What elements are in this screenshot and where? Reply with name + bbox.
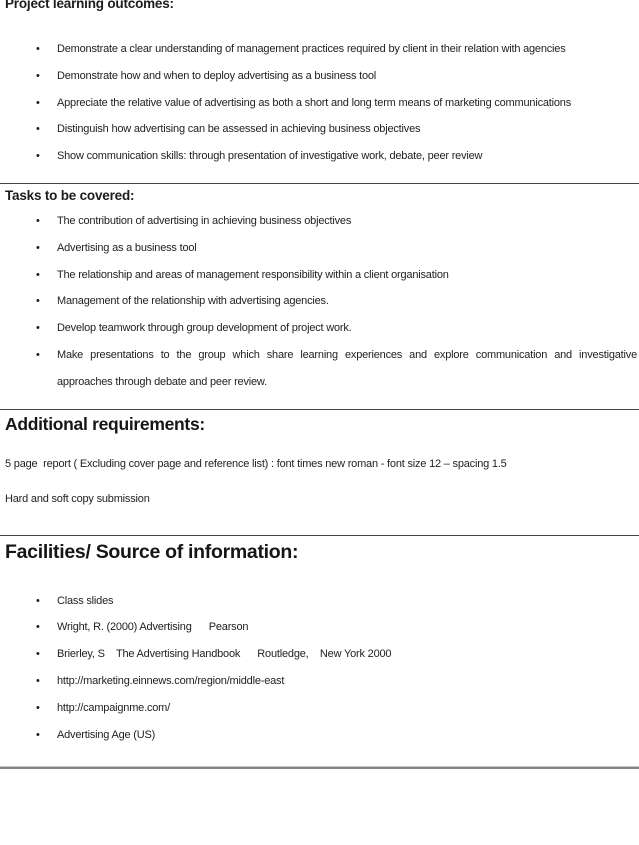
bullet-icon: •	[36, 214, 40, 227]
bullet-text: Appreciate the relative value of advertising as both a short and long term means of marketing communications	[57, 96, 572, 109]
list-item	[5, 641, 637, 668]
bullet-icon: •	[36, 348, 40, 361]
bullet-text: Demonstrate how and when to deploy advertising as a business tool	[57, 69, 377, 82]
reference-text: Brierley, S The Advertising Handbook Routledge, New York 2000	[57, 648, 392, 661]
bullet-text: Distinguish how advertising can be assessed in achieving business objectives	[57, 123, 421, 136]
section-divider	[0, 409, 639, 410]
bullet-list	[5, 208, 637, 396]
list-item	[5, 668, 637, 695]
url-text: http://marketing.einnews.com/region/middle-east	[57, 674, 285, 687]
section-divider	[0, 183, 639, 184]
bullet-icon: •	[36, 728, 40, 741]
bullet-icon: •	[36, 594, 40, 607]
bullet-icon: •	[36, 268, 40, 281]
bullet-icon: •	[36, 150, 40, 163]
list-item	[5, 143, 637, 170]
list-item	[5, 342, 637, 396]
bullet-text: Develop teamwork through group development of project work.	[57, 322, 352, 335]
bullet-text: Demonstrate a clear understanding of management practices required by client in their relation with agencies	[57, 43, 566, 55]
bullet-text: Advertising as a business tool	[57, 241, 197, 254]
section-heading: Additional requirements:	[5, 413, 205, 434]
section-heading: Facilities/ Source of information:	[5, 540, 299, 563]
list-item	[5, 695, 637, 722]
list-item	[5, 262, 637, 289]
bullet-icon: •	[36, 69, 40, 82]
bullet-list	[5, 36, 637, 170]
list-item	[5, 208, 637, 235]
bullet-icon: •	[36, 295, 40, 308]
bullet-icon: •	[36, 674, 40, 687]
bullet-text: The relationship and areas of management responsibility within a client organisation	[57, 268, 449, 281]
section-additional-requirements	[0, 413, 639, 507]
list-item	[5, 235, 637, 262]
bullet-icon: •	[36, 322, 40, 335]
paragraph: Hard and soft copy submission	[5, 492, 150, 505]
list-item	[5, 90, 637, 117]
list-item	[5, 288, 637, 315]
bullet-text: Show communication skills: through presentation of investigative work, debate, peer review	[57, 150, 483, 163]
bullet-text: Advertising Age (US)	[57, 728, 156, 741]
bullet-icon: •	[36, 621, 40, 634]
bullet-text: Management of the relationship with advertising agencies.	[57, 295, 329, 308]
reference-text: Wright, R. (2000) Advertising Pearson	[57, 621, 249, 634]
page-bottom-divider	[0, 766, 639, 769]
bullet-icon: •	[36, 241, 40, 254]
divider-shadow	[0, 767, 639, 769]
section-divider	[0, 535, 639, 536]
list-item	[5, 36, 637, 63]
bullet-icon: •	[36, 648, 40, 661]
section-learning-outcomes	[0, 0, 639, 170]
list-item	[5, 315, 637, 342]
list-item	[5, 588, 637, 615]
bullet-icon: •	[36, 43, 40, 55]
bullet-icon: •	[36, 701, 40, 714]
list-item	[5, 63, 637, 90]
section-tasks	[0, 187, 639, 396]
bullet-list	[5, 588, 637, 749]
bullet-text: The contribution of advertising in achieving business objectives	[57, 214, 352, 227]
bullet-icon: •	[36, 96, 40, 109]
section-heading: Tasks to be covered:	[5, 187, 135, 203]
section-heading: Project learning outcomes:	[5, 0, 174, 11]
list-item	[5, 614, 637, 641]
list-item	[5, 722, 637, 749]
list-item	[5, 116, 637, 143]
section-facilities	[0, 539, 639, 749]
bullet-text: Class slides	[57, 594, 114, 607]
bullet-icon: •	[36, 123, 40, 136]
paragraph: 5 page report ( Excluding cover page and reference list) : font times new roman - font size 12 – spacing 1.5	[5, 457, 507, 470]
url-text: http://campaignme.com/	[57, 701, 170, 714]
bullet-text: Make presentations to the group which share learning experiences and explore communication and investigative approaches through debate and peer review.	[57, 348, 637, 388]
